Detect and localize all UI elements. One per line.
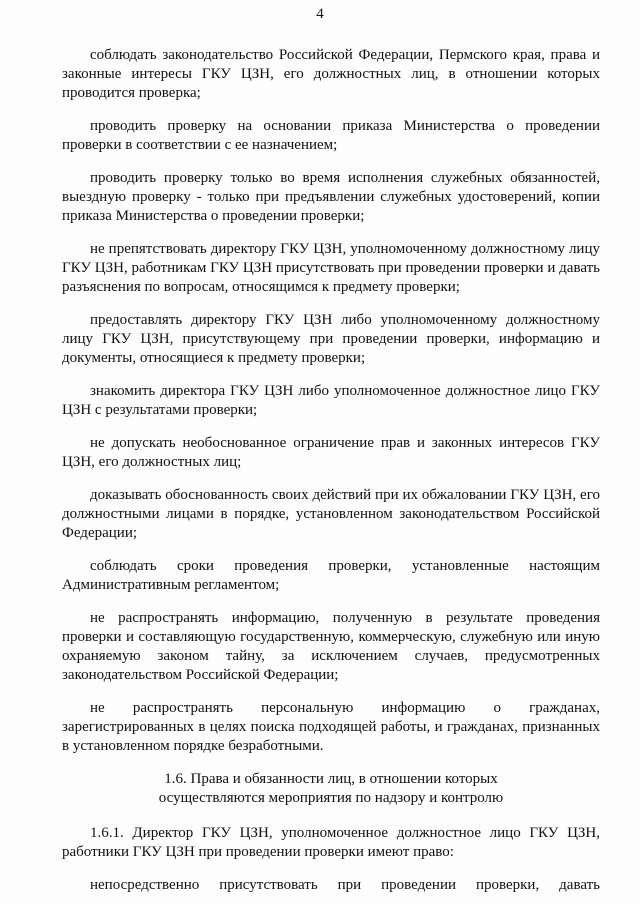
paragraph: не препятствовать директору ГКУ ЦЗН, уполномоченному должностному лицу ГКУ ЦЗН, работникам ГКУ ЦЗН присутствовать при проведении проверки и давать разъяснения по вопросам, относящимся к предмету проверки; <box>62 241 600 295</box>
paragraph: непосредственно присутствовать при проведении проверки, давать <box>90 877 600 893</box>
section-heading-line: осуществляются мероприятия по надзору и контролю <box>158 790 504 806</box>
document-body <box>62 46 600 909</box>
paragraph: проводить проверку на основании приказа Министерства о проведении проверки в соответствии с ее назначением; <box>62 118 600 153</box>
paragraph: знакомить директора ГКУ ЦЗН либо уполномоченное должностное лицо ГКУ ЦЗН с результатами проверки; <box>62 383 600 418</box>
paragraph: 1.6.1. Директор ГКУ ЦЗН, уполномоченное должностное лицо ГКУ ЦЗН, работники ГКУ ЦЗН при проведении проверки имеют право: <box>62 825 600 860</box>
paragraph: проводить проверку только во время исполнения служебных обязанностей, выездную проверку - только при предъявлении служебных удостоверений, копии приказа Министерства о проведении проверки; <box>62 170 600 224</box>
paragraph: не распространять персональную информацию о гражданах, зарегистрированных в целях поиска подходящей работы, и гражданах, признанных в установленном порядке безработными. <box>62 700 600 754</box>
page-number: 4 <box>316 6 324 22</box>
section-heading-line: 1.6. Права и обязанности лиц, в отношении которых <box>164 771 498 787</box>
paragraph: доказывать обоснованность своих действий при их обжаловании ГКУ ЦЗН, его должностными лицами в порядке, установленном законодательством Российской Федерации; <box>62 487 600 541</box>
paragraph: соблюдать законодательство Российской Федерации, Пермского края, права и законные интересы ГКУ ЦЗН, его должностных лиц, в отношении которых проводится проверка; <box>62 47 600 101</box>
paragraph: не допускать необоснованное ограничение прав и законных интересов ГКУ ЦЗН, его должностных лиц; <box>62 435 600 470</box>
section-heading <box>62 770 600 808</box>
paragraph: соблюдать сроки проведения проверки, установленные настоящим Административным регламентом; <box>62 558 600 593</box>
paragraph: не распространять информацию, полученную в результате проведения проверки и составляющую государственную, коммерческую, служебную или иную охраняемую законом тайну, за исключением случаев, предусмотренных законодательством Российской Федерации; <box>62 610 600 683</box>
paragraph: предоставлять директору ГКУ ЦЗН либо уполномоченному должностному лицу ГКУ ЦЗН, присутствующему при проведении проверки, информацию и документы, относящиеся к предмету проверки; <box>62 312 600 366</box>
